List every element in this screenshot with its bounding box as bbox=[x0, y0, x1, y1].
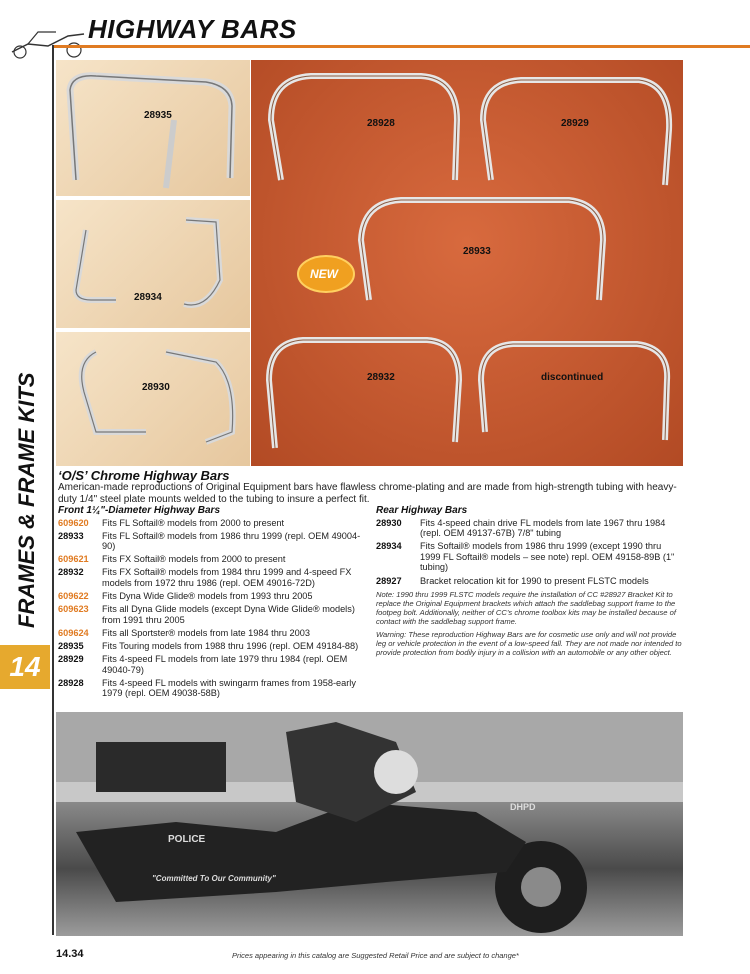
rear-bar-icon bbox=[56, 200, 250, 328]
rear-bars-heading: Rear Highway Bars bbox=[376, 505, 468, 516]
page-number: 14.34 bbox=[56, 948, 84, 960]
slogan-text: "Committed To Our Community" bbox=[152, 874, 276, 883]
part-row bbox=[58, 518, 370, 529]
part-number: 28935 bbox=[58, 641, 84, 652]
part-description: Fits all Dyna Glide models (except Dyna Wide Glide® models) from 1991 thru 2005 bbox=[102, 604, 355, 625]
front-bars-list bbox=[58, 518, 370, 699]
section-side-label: FRAMES & FRAME KITS bbox=[14, 372, 39, 628]
part-description: Fits FL Softail® models from 2000 to present bbox=[102, 517, 285, 528]
part-number: 609624 bbox=[58, 627, 89, 638]
part-number: 28927 bbox=[376, 575, 402, 586]
part-label: 28935 bbox=[144, 110, 172, 121]
section-intro: American-made reproductions of Original Equipment bars have flawless chrome-plating and are made from high-strength tubing with heavy-duty 1/4" steel plate mounts welded to the tubing to insure a perfect fit. bbox=[58, 482, 677, 505]
highway-bars-group-icon bbox=[251, 60, 683, 466]
police-motorcycle-photo bbox=[56, 712, 683, 936]
part-row bbox=[58, 531, 370, 552]
section-title: ‘O/S’ Chrome Highway Bars bbox=[58, 468, 230, 483]
part-number: 28932 bbox=[58, 567, 84, 578]
rear-bar-icon bbox=[56, 332, 250, 466]
rear-bars-list bbox=[376, 518, 682, 587]
chopper-logo-icon bbox=[8, 22, 88, 62]
photo-28935 bbox=[56, 60, 250, 196]
part-number: 609623 bbox=[58, 604, 89, 615]
front-bars-column bbox=[58, 506, 370, 702]
part-row bbox=[376, 576, 682, 587]
part-description: Fits 4-speed FL models with swingarm frames from 1958-early 1979 (repl. OEM 49038-58B) bbox=[102, 677, 356, 699]
part-number: 609620 bbox=[58, 517, 89, 528]
part-description: Fits Touring models from 1988 thru 1996 (repl. OEM 49184-88) bbox=[102, 641, 359, 652]
part-label: 28933 bbox=[463, 246, 491, 257]
part-row bbox=[58, 604, 370, 625]
part-number: 28934 bbox=[376, 541, 402, 552]
part-description: Fits Softail® models from 1986 thru 1999 (except 1990 thru 1999 FL Softail® models – see note) repl. OEM 49158-89B (1" tubing) bbox=[420, 541, 675, 573]
warning-note: Warning: These reproduction Highway Bars are for cosmetic use only and will not provide leg or vehicle protection in the event of a low-speed fall. They are not made nor intended to provide protection from bodily injury in a collision with an automobile or any other object. bbox=[376, 630, 682, 658]
photo-orange-group bbox=[251, 60, 683, 466]
part-number: 28928 bbox=[58, 677, 84, 688]
discontinued-label: discontinued bbox=[541, 372, 604, 383]
police-motorcycle-icon bbox=[56, 712, 683, 936]
part-row bbox=[58, 628, 370, 639]
rear-bars-column bbox=[376, 506, 682, 657]
part-description: Fits all Sportster® models from late 1984 thru 2003 bbox=[102, 627, 310, 638]
part-description: Bracket relocation kit for 1990 to present FLSTC models bbox=[420, 575, 649, 586]
part-description: Fits FX Softail® models from 1984 thru 1999 and 4-speed FX models from 1972 thru 1986 (repl. OEM 49016-72D) bbox=[102, 567, 352, 589]
part-description: Fits 4-speed FL models from late 1979 thru 1984 (repl. OEM 49040-79) bbox=[102, 654, 348, 675]
margin-rule bbox=[52, 45, 54, 935]
part-number: 28930 bbox=[376, 517, 402, 528]
part-label: 28932 bbox=[367, 372, 395, 383]
part-label: 28934 bbox=[134, 292, 162, 303]
part-row bbox=[58, 678, 370, 699]
header-rule bbox=[52, 45, 750, 48]
part-number: 28933 bbox=[58, 530, 84, 541]
part-row bbox=[58, 654, 370, 675]
part-number: 28929 bbox=[58, 654, 84, 665]
part-description: Fits FX Softail® models from 2000 to present bbox=[102, 554, 286, 565]
photo-28930 bbox=[56, 332, 250, 466]
part-row bbox=[58, 641, 370, 652]
front-bars-heading: Front 1¼"-Diameter Highway Bars bbox=[58, 505, 221, 516]
new-badge: NEW bbox=[310, 267, 338, 281]
part-label: 28930 bbox=[142, 382, 170, 393]
part-description: Fits Dyna Wide Glide® models from 1993 thru 2005 bbox=[102, 591, 313, 602]
chapter-tab: 14 bbox=[0, 645, 50, 689]
photo-28934 bbox=[56, 200, 250, 328]
page-title: HIGHWAY BARS bbox=[88, 14, 297, 44]
price-note: Prices appearing in this catalog are Suggested Retail Price and are subject to change* bbox=[232, 951, 519, 960]
highway-bar-icon bbox=[56, 60, 250, 196]
part-description: Fits FL Softail® models from 1986 thru 1999 (repl. OEM 49004-90) bbox=[102, 530, 361, 552]
part-number: 609622 bbox=[58, 591, 89, 602]
part-row bbox=[376, 541, 682, 573]
fitment-note: Note: 1990 thru 1999 FLSTC models require the installation of CC #28927 Bracket Kit to replace the Original Equipment brackets which attach the saddlebag support frame to the footpeg bolt. Additionally, neither of CC’s chrome toolbox kits may be installed because of contact with the saddlebag support frame. bbox=[376, 590, 676, 627]
plate-text: DHPD bbox=[510, 802, 536, 812]
part-row bbox=[58, 591, 370, 602]
part-label: 28929 bbox=[561, 118, 589, 129]
part-description: Fits 4-speed chain drive FL models from late 1967 thru 1984 (repl. OEM 49137-67B) 7/8" tubing bbox=[420, 517, 666, 539]
part-number: 609621 bbox=[58, 554, 89, 565]
part-row bbox=[58, 567, 370, 588]
part-row bbox=[376, 518, 682, 539]
part-label: 28928 bbox=[367, 118, 395, 129]
part-row bbox=[58, 554, 370, 565]
police-text: POLICE bbox=[168, 834, 206, 845]
